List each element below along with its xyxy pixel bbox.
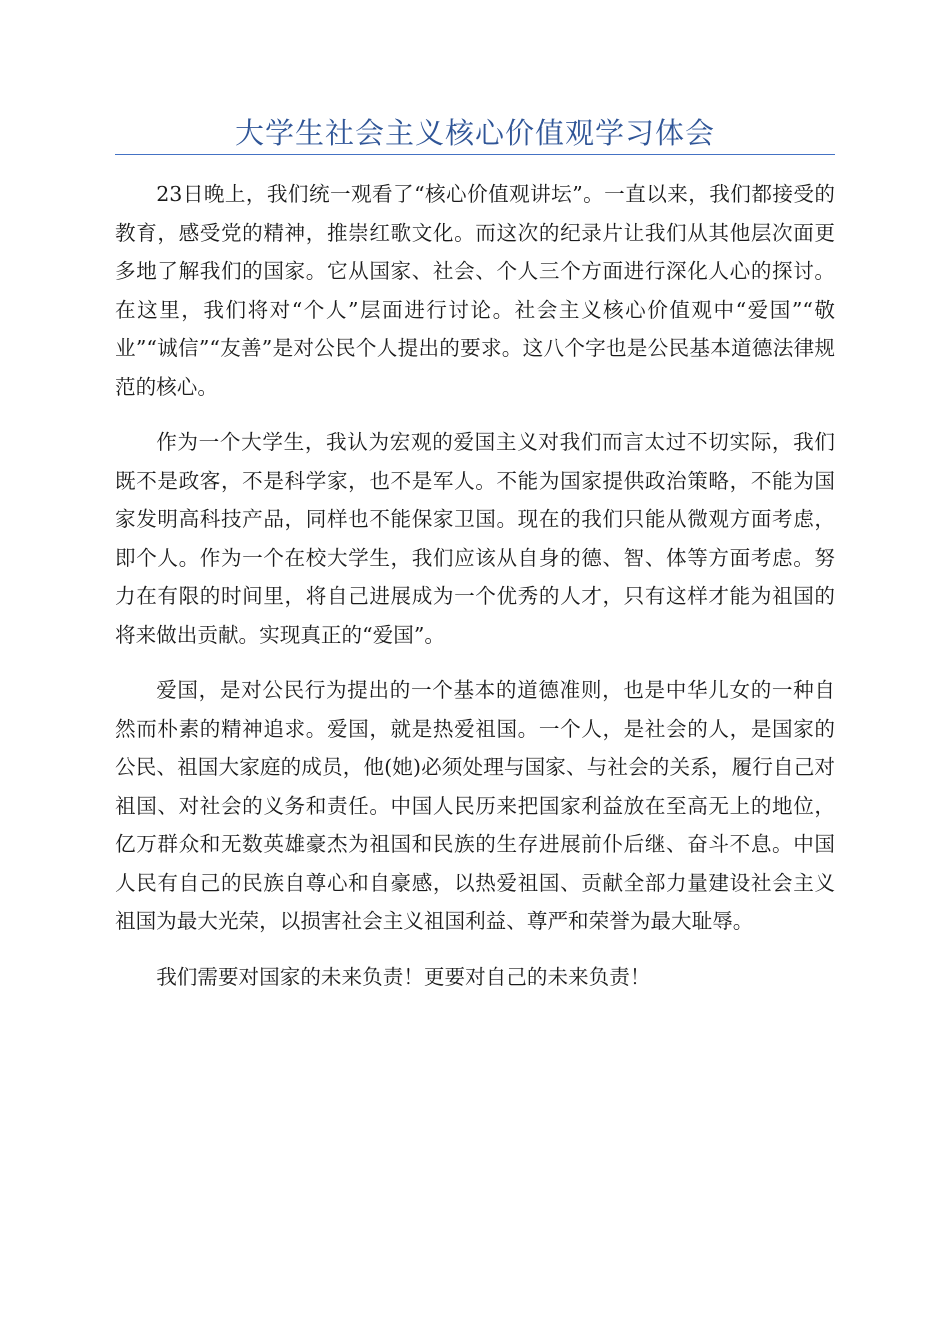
paragraph-3: 爱国，是对公民行为提出的一个基本的道德准则，也是中华儿女的一种自然而朴素的精神追求。爱国，就是热爱祖国。一个人，是社会的人，是国家的公民、祖国大家庭的成员，他(她)必须处理与国家、与社会的关系，履行自己对祖国、对社会的义务和责任。中国人民历来把国家利益放在至高无上的地位，亿万群众和无数英雄豪杰为祖国和民族的生存进展前仆后继、奋斗不息。中国人民有自己的民族自尊心和自豪感，以热爱祖国、贡献全部力量建设社会主义祖国为最大光荣，以损害社会主义祖国利益、尊严和荣誉为最大耻辱。 xyxy=(115,678,835,933)
paragraph-2: 作为一个大学生，我认为宏观的爱国主义对我们而言太过不切实际，我们既不是政客，不是科学家，也不是军人。不能为国家提供政治策略，不能为国家发明高科技产品，同样也不能保家卫国。现在的我们只能从微观方面考虑，即个人。作为一个在校大学生，我们应该从自身的德、智、体等方面考虑。努力在有限的时间里，将自己进展成为一个优秀的人才，只有这样才能为祖国的将来做出贡献。实现真正的“爱国”。 xyxy=(115,430,835,647)
document-title: 大学生社会主义核心价值观学习体会 xyxy=(234,116,715,150)
paragraph-4: 我们需要对国家的未来负责！更要对自己的未来负责！ xyxy=(156,964,651,989)
paragraph-1: 23日晚上，我们统一观看了“核心价值观讲坛”。一直以来，我们都接受的教育，感受党的精神，推崇红歌文化。而这次的纪录片让我们从其他层次面更多地了解我们的国家。它从国家、社会、个人三个方面进行深化人心的探讨。在这里，我们将对“个人”层面进行讨论。社会主义核心价值观中“爱国”“敬业”“诚信”“友善”是对公民个人提出的要求。这八个字也是公民基本道德法律规范的核心。 xyxy=(115,182,835,399)
title-underline xyxy=(115,154,835,155)
document-body xyxy=(115,175,835,1013)
